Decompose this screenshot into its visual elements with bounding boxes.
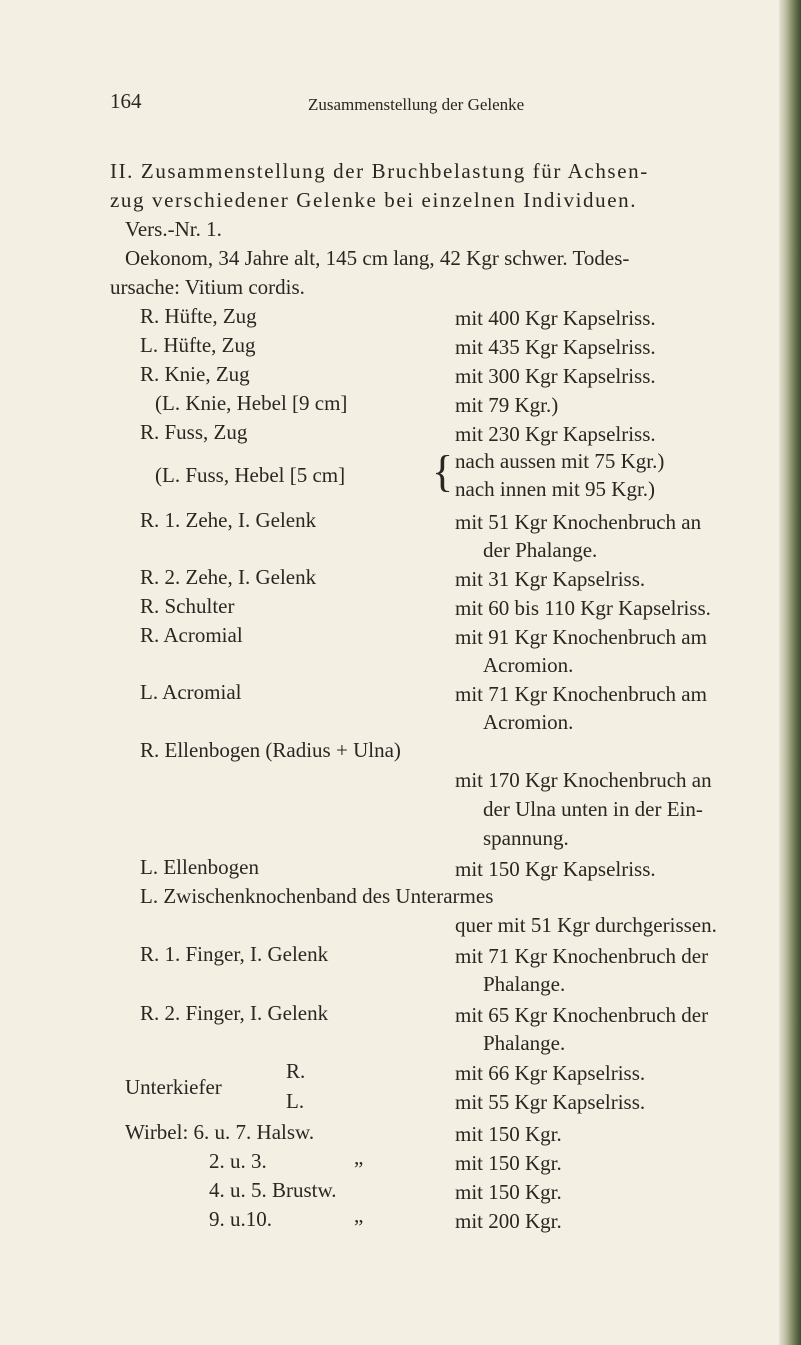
entry-left: (L. Knie, Hebel [9 cm] bbox=[155, 391, 348, 415]
entry-right-line-2: Phalange. bbox=[483, 972, 566, 996]
vers-nr: Vers.-Nr. 1. bbox=[125, 217, 222, 241]
entry-left: R. Knie, Zug bbox=[140, 362, 250, 386]
entry-left: L. Acromial bbox=[140, 680, 242, 704]
entry-right: mit 91 Kgr Knochenbruch am bbox=[455, 625, 707, 649]
entry-right-line-2: Phalange. bbox=[483, 1031, 566, 1055]
entry-right: mit 60 bis 110 Kgr Kapselriss. bbox=[455, 596, 711, 620]
intro-line-1: Oekonom, 34 Jahre alt, 145 cm lang, 42 Kgr schwer. Todes- bbox=[125, 246, 630, 270]
entry-left: Wirbel: 6. u. 7. Halsw. bbox=[125, 1120, 315, 1144]
entry-left: L. Ellenbogen bbox=[140, 855, 259, 879]
entry-right-line-3: spannung. bbox=[483, 826, 569, 850]
entry-right-line-2: Acromion. bbox=[483, 653, 574, 677]
entry-right: mit 230 Kgr Kapselriss. bbox=[455, 422, 656, 446]
section-title-line-1: II. Zusammenstellung der Bruchbelastung für Achsen- bbox=[110, 159, 649, 183]
ditto-mark: „ bbox=[354, 1145, 364, 1169]
entry-left: L. Zwischenknochenband des Unterarmes bbox=[140, 884, 494, 908]
entry-right: mit 71 Kgr Knochenbruch der bbox=[455, 944, 709, 968]
entry-right-line-2: nach innen mit 95 Kgr.) bbox=[455, 477, 656, 501]
entry-left: 4. u. 5. Brustw. bbox=[209, 1178, 337, 1202]
entry-right: mit 150 Kgr. bbox=[455, 1151, 562, 1175]
entry-right: mit 170 Kgr Knochenbruch an bbox=[455, 768, 712, 792]
entry-right: mit 400 Kgr Kapselriss. bbox=[455, 306, 656, 330]
section-title-line-2: zug verschiedener Gelenke bei einzelnen Individuen. bbox=[110, 188, 638, 212]
running-title: Zusammenstellung der Gelenke bbox=[308, 95, 525, 114]
entry-left: Unterkiefer bbox=[125, 1075, 222, 1099]
entry-right-line-2: mit 55 Kgr Kapselriss. bbox=[455, 1090, 646, 1114]
brace: { bbox=[432, 447, 454, 496]
ditto-mark: „ bbox=[354, 1203, 364, 1227]
entry-right: mit 150 Kgr Kapselriss. bbox=[455, 857, 656, 881]
entry-left: R. Fuss, Zug bbox=[140, 420, 248, 444]
intro-line-2: ursache: Vitium cordis. bbox=[110, 275, 305, 299]
entry-right-line-2: Acromion. bbox=[483, 710, 574, 734]
entry-right: quer mit 51 Kgr durchgerissen. bbox=[455, 913, 717, 937]
entry-left: R. Hüfte, Zug bbox=[140, 304, 257, 328]
entry-left: 9. u.10. bbox=[209, 1207, 272, 1231]
entry-right: mit 150 Kgr. bbox=[455, 1122, 562, 1146]
entry-left: L. Hüfte, Zug bbox=[140, 333, 256, 357]
entry-right: mit 71 Kgr Knochenbruch am bbox=[455, 682, 707, 706]
entry-left: R. 1. Zehe, I. Gelenk bbox=[140, 508, 317, 532]
entry-right: mit 51 Kgr Knochenbruch an bbox=[455, 510, 702, 534]
entry-left: R. Ellenbogen (Radius + Ulna) bbox=[140, 738, 401, 762]
entry-left: R. Acromial bbox=[140, 623, 243, 647]
entry-left: R. 2. Finger, I. Gelenk bbox=[140, 1001, 329, 1025]
entry-right: mit 79 Kgr.) bbox=[455, 393, 559, 417]
entry-right-line-2: der Ulna unten in der Ein- bbox=[483, 797, 703, 821]
entry-left: R. 1. Finger, I. Gelenk bbox=[140, 942, 329, 966]
entry-right: mit 300 Kgr Kapselriss. bbox=[455, 364, 656, 388]
entry-left: R. 2. Zehe, I. Gelenk bbox=[140, 565, 317, 589]
entry-right: nach aussen mit 75 Kgr.) bbox=[455, 449, 665, 473]
entry-right: mit 66 Kgr Kapselriss. bbox=[455, 1061, 646, 1085]
entry-sub-l: L. bbox=[286, 1089, 305, 1113]
entry-sub-r: R. bbox=[286, 1059, 306, 1083]
entry-left: R. Schulter bbox=[140, 594, 235, 618]
page-edge-shadow bbox=[779, 0, 801, 1345]
entry-right: mit 65 Kgr Knochenbruch der bbox=[455, 1003, 709, 1027]
entry-right-line-2: der Phalange. bbox=[483, 538, 598, 562]
entry-right: mit 200 Kgr. bbox=[455, 1209, 562, 1233]
entry-right: mit 150 Kgr. bbox=[455, 1180, 562, 1204]
page-number: 164 bbox=[110, 89, 142, 113]
entry-right: mit 435 Kgr Kapselriss. bbox=[455, 335, 656, 359]
entry-right: mit 31 Kgr Kapselriss. bbox=[455, 567, 646, 591]
entry-left: (L. Fuss, Hebel [5 cm] bbox=[155, 463, 346, 487]
entry-left: 2. u. 3. bbox=[209, 1149, 267, 1173]
